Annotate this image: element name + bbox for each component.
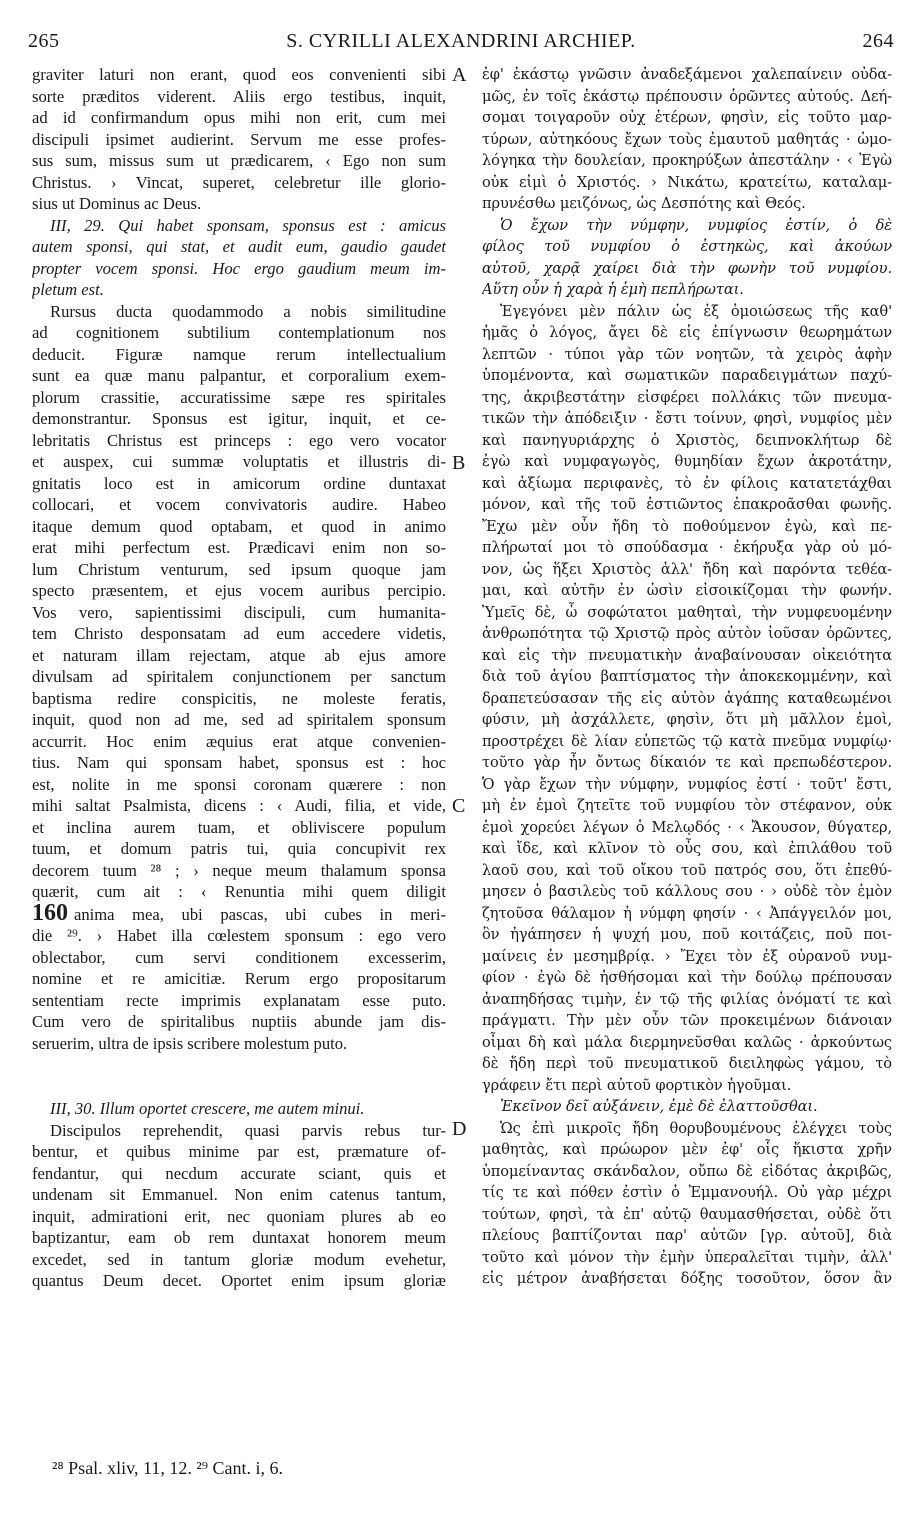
- text-line: ὃν ἠγάπησεν ἡ ψυχή μου, ποῦ κοιτάζεις, ποῦ ποι-: [482, 926, 892, 943]
- verse-line: Αὕτη οὖν ἡ χαρὰ ἡ ἐμὴ πεπλήρωται.: [482, 281, 744, 298]
- verse-line: autem sponsi, qui stat, et audit eum, gaudio gaudet: [32, 237, 446, 256]
- text-line: Ὑμεῖς δὲ, ὦ σοφώτατοι μαθηταὶ, τὴν νυμφευομένην: [482, 603, 892, 621]
- greek-para-2: [482, 301, 892, 1097]
- text-line: πλείους βαπτίζονται παρ' αὐτῶν [γρ. αὐτοῦ], διὰ: [482, 1227, 892, 1244]
- text-line: οἶμαι δὴ καὶ μάλα διερμηνεῦσθαι καλῶς · ἀρκούντως: [482, 1033, 892, 1051]
- text-line: πρυνέσθω μειζόνως, ὡς Δεσπότης καὶ Θεός.: [482, 195, 806, 212]
- text-line: Cum vero de spiritalibus nuptiis abunde jam dis-: [32, 1012, 446, 1031]
- text-line: σομαι τοιγαροῦν οὐχ ἑτέρων, φησὶν, εἰς τοῦτο μαρ-: [482, 109, 892, 126]
- text-line: sorte præditos viderent. Aliis ergo testibus, inquit,: [32, 86, 446, 106]
- text-line: τοῦτο γὰρ ἦν ὄντως δίκαιόν τε καὶ πρεπωδέστερον.: [482, 754, 892, 771]
- text-line: μόνον, καὶ τῆς τοῦ ἑστιῶντος ἐπακροᾶσθαι φωνῆς.: [482, 496, 892, 513]
- margin-letter-b: B: [452, 452, 466, 474]
- text-run: anima mea, ubi pascas, ubi cubes in meri-: [74, 904, 446, 924]
- text-line: ἀνθρωπότητα τῷ Χριστῷ πρὸς αὐτὸν ἰοῦσαν ὁρῶντες,: [482, 625, 892, 642]
- text-line: decorem tuum ²⁸ ; › neque meum thalamum sponsa: [32, 860, 446, 880]
- text-line: sunt ea quæ manu palpantur, et corporalium exem-: [32, 366, 446, 385]
- text-line: divulsam ad spiritalem conjunctionem per sanctum: [32, 667, 446, 686]
- text-line: δὲ ἤδη περὶ τοῦ πνευματικοῦ διειληφὼς γάμου, τὸ: [482, 1055, 892, 1072]
- text-line: inquit, quod non ad me, sed ad spiritalem sponsum: [32, 710, 446, 729]
- text-line: et auspex, cui summæ voluptatis et illustris di-: [32, 452, 446, 471]
- text-line: sus sum, missus sum ut prædicarem, ‹ Ego non sum: [32, 151, 446, 170]
- text-line: quærit, cum ait : ‹ Renuntia mihi quem diligit: [32, 882, 446, 901]
- text-line: καὶ πανηγυριάρχης ὁ Χριστὸς, δειπνοκλήτωρ δὲ: [482, 431, 892, 449]
- text-line: plorum crassitie, accuratissime sæpe res spiritales: [32, 387, 446, 407]
- text-line: ἐγὼ καὶ νυμφαγωγὸς, θυμηδίαν ἔχων ἀκροτάτην,: [482, 453, 892, 470]
- text-line: γράφειν ἔτι περὶ αὐτοῦ φορτικὸν ἡγοῦμαι.: [482, 1076, 792, 1094]
- greek-para-3: [482, 1118, 892, 1290]
- text-line: μαθητὰς, καὶ πρώωρον μὲν ἐφ' οἷς ἥκιστα χρῆν: [482, 1141, 892, 1158]
- text-line: specto præsentem, et ejus vocem auribus percipio.: [32, 581, 446, 600]
- text-line: accurrit. Hoc enim æquius erat atque convenien-: [32, 731, 446, 751]
- text-line: et inclina aurem tuam, et obliviscere populum: [32, 817, 446, 837]
- text-line: tius. Nam qui sponsam habet, sponsus est : hoc: [32, 753, 446, 772]
- text-line: ἐμοὶ χορεύει λέγων ὁ Μελῳδός · ‹ Ἄκουσον, θύγατερ,: [482, 818, 892, 836]
- text-line: ὑπομείναντας σκάνδαλον, οὔπω δὲ εἰδότας ἀκριβῶς,: [482, 1162, 892, 1180]
- text-line: seruerim, ultra de ipsis scribere molestum puto.: [32, 1033, 348, 1053]
- text-line: καὶ εἰς τὴν πνευματικὴν ἀναβαίνουσαν οἰκειότητα: [482, 646, 892, 664]
- text-line: ζητοῦσα θάλαμον ἡ νύμφη φησίν · ‹ Ἀπάγγειλόν μοι,: [482, 904, 892, 922]
- latin-para-2: [32, 301, 446, 1055]
- greek-verse-30: Ἐκεῖνον δεῖ αὐξάνειν, ἐμὲ δὲ ἐλαττοῦσθαι.: [500, 1098, 818, 1115]
- column-number: 160: [32, 902, 68, 925]
- text-line: Discipulos reprehendit, quasi parvis rebus tur-: [50, 1120, 446, 1140]
- text-line: προστρέχει δὲ λίαν εὐπετῶς τῷ κατὰ πνεῦμα νυμφίῳ·: [482, 732, 892, 750]
- text-line: baptisma redire conspicitis, ne moleste feratis,: [32, 688, 446, 708]
- text-line: est, nolite in me sponsi coronam quærere : non: [32, 774, 446, 794]
- text-line: πράγματι. Τὴν μὲν οὖν τῶν προκειμένων διάνοιαν: [482, 1012, 892, 1029]
- greek-verse-29: [482, 215, 892, 301]
- margin-letter-c: C: [452, 795, 466, 817]
- text-line: die ²⁹. › Habet illa cœlestem sponsum : ego vero: [32, 926, 446, 945]
- text-line: τίς τε καὶ πόθεν ἐστὶν ὁ Ἐμμανουήλ. Οὐ γὰρ μέχρι: [482, 1184, 892, 1201]
- text-line: οὐκ εἰμὶ ὁ Χριστός. › Νικάτω, κρατείτω, καταλαμ-: [482, 173, 892, 191]
- verse-line: III, 29. Qui habet sponsam, sponsus est : amicus: [50, 215, 446, 235]
- margin-letter-d: D: [452, 1118, 467, 1140]
- text-line: Ἐγεγόνει μὲν πάλιν ὡς ἐξ ὁμοιώσεως τῆς καθ': [500, 302, 892, 320]
- text-line: collocari, et vocem convivatoris audire. Habeo: [32, 495, 446, 514]
- text-line: inquit, admirationi erit, nec quoniam plures ab eo: [32, 1206, 446, 1226]
- text-line: graviter laturi non erant, quod eos convenienti sibi: [32, 65, 446, 84]
- greek-para-1: [482, 64, 892, 215]
- page-number-left: 265: [28, 30, 60, 52]
- text-line: καὶ ἀξίωμα περιφανὲς, τὸ ἐν φίλοις κατατετάχθαι: [482, 474, 892, 492]
- text-line: Ὡς ἐπὶ μικροῖς ἤδη θορυβουμένους ἐλέγχει τοὺς: [500, 1119, 892, 1137]
- latin-para-3: [32, 1120, 446, 1292]
- verse-line: propter vocem sponsi. Hoc ergo gaudium meum im-: [32, 258, 446, 278]
- latin-para-1: [32, 64, 446, 215]
- text-line: undenam sit Emmanuel. Non enim catenus tantum,: [32, 1185, 446, 1204]
- latin-verse-29: [32, 215, 446, 301]
- text-line: Rursus ducta quodammodo a nobis similitudine: [50, 301, 446, 321]
- text-line: ad id confirmandum opus mihi non erit, cum mei: [32, 108, 446, 127]
- text-line: δραπετεύσασαν τῆς εἰς αὐτὸν ἀγάπης καταθεωμένοι: [482, 689, 892, 707]
- text-line: μαι, καὶ αὐτῆν ἐν ὠσὶν εἰσοικίζομαι τὴν φωνήν.: [482, 582, 892, 599]
- greek-column: [482, 64, 892, 1290]
- text-line: ὑπομένοντα, καὶ σωματικῶν παραδειγμάτων παχύ-: [482, 367, 892, 384]
- text-line: demonstrantur. Sponsus est igitur, inquit, et ce-: [32, 409, 446, 428]
- text-line: καὶ ἴδε, καὶ κλῖνον τὸ οὖς σου, καὶ ἐπιλάθου τοῦ: [482, 840, 892, 857]
- text-line: εἰς μέτρον ἀναβήσεται δόξης τοσοῦτον, ὅσον ἂν: [482, 1270, 892, 1287]
- text-line: Ὁ γὰρ ἔχων τὴν νύμφην, νυμφίος ἐστί · τοῦτ' ἔστι,: [482, 775, 892, 793]
- text-line: sententiam recte imprimis explanatam esse puto.: [32, 990, 446, 1010]
- text-line: νον, ὡς ἥξει Χριστὸς ἀλλ' ἤδη καὶ παρόντα τεθέα-: [482, 560, 892, 578]
- text-line: τικῶν τὴν ἀπόδειξιν · ἔστι τοίνυν, φησὶ, νυμφίος μὲν: [482, 410, 892, 427]
- running-title: S. CYRILLI ALEXANDRINI ARCHIEP.: [286, 30, 636, 52]
- text-line: τοῦτο καὶ μόνον τὴν ἐμὴν ὑπεραλεῖται τιμὴν, ἀλλ': [482, 1248, 892, 1266]
- text-line: Christus. › Vincat, superet, celebretur ille glorio-: [32, 172, 446, 192]
- text-line: deducit. Figuræ namque rerum intellectualium: [32, 344, 446, 364]
- text-line: mihi saltat Psalmista, dicens : ‹ Audi, filia, et vide,: [32, 796, 446, 815]
- text-line: fendantur, qui necdum accurate sciant, quis et: [32, 1163, 446, 1183]
- text-line: itaque demum quod optabam, et quod in animo: [32, 516, 446, 536]
- text-line: bentur, et quibus minime par est, præmature of-: [32, 1142, 446, 1161]
- latin-column: [32, 64, 446, 1292]
- text-line: erat mihi perfectum est. Prædicavi enim non so-: [32, 538, 446, 557]
- text-line-with-column-number: [32, 903, 446, 926]
- footnotes: ²⁸ Psal. xliv, 11, 12. ²⁹ Cant. i, 6.: [52, 1458, 284, 1478]
- verse-line: Ὁ ἔχων τὴν νύμφην, νυμφίος ἐστίν, ὁ δὲ: [500, 216, 892, 234]
- text-line: μαίνεις ἐν μεσημβρίᾳ. › Ἔχει τὸν ἐξ οὐρανοῦ νυμ-: [482, 947, 892, 965]
- text-line: ἡμᾶς ὁ λόγος, ἄγει δὲ εἰς ἐπίγνωσιν θεωρημάτων: [482, 324, 892, 341]
- text-line: φίον · ἐγὼ δὲ ἡσθήσομαι καὶ τὴν δούλῳ πρέπουσαν: [482, 969, 892, 986]
- verse-line: αὐτοῦ, χαρᾷ χαίρει διὰ τὴν φωνὴν τοῦ νυμφίου.: [482, 259, 892, 277]
- text-line: tem Christo desponsatam ad eum accedere videtis,: [32, 624, 446, 643]
- text-line: λεπτῶν · τύποι γὰρ τῶν νοητῶν, τὰ χειρὸς ἁφὴν: [482, 345, 892, 363]
- text-line: μῶς, ἐν τοῖς ἑκάστῳ πρέπουσιν ὁρῶντες αὐτούς. Δεή-: [482, 87, 892, 105]
- text-line: ἐφ' ἑκάστῳ γνῶσιν ἀναδεξάμενοι χαλεπαίνειν οὐδα-: [482, 66, 892, 83]
- text-line: ἀναπηδήσας τιμὴν, ἐν τῷ τῆς φιλίας ὀνόματί τε καὶ: [482, 990, 892, 1008]
- text-line: nomine et re amicitiæ. Rerum ergo propositarum: [32, 969, 446, 988]
- text-line: et naturam illam rejectam, atque ab ejus amore: [32, 645, 446, 665]
- verse-line: φίλος τοῦ νυμφίου ὁ ἑστηκὼς, καὶ ἀκούων: [482, 238, 892, 255]
- text-line: excedet, sed in tantum gloriæ modum evehetur,: [32, 1249, 446, 1269]
- latin-verse-30: III, 30. Illum oportet crescere, me autem minui.: [50, 1099, 365, 1118]
- text-line: ad cognitionem subtilium contemplationum nos: [32, 323, 446, 342]
- text-line: oblectabor, cum servi conditionem excesserim,: [32, 947, 446, 967]
- text-line: baptizantur, eam ob rem duntaxat honorem meum: [32, 1228, 446, 1247]
- text-line: μησεν ὁ βασιλεὺς τοῦ κάλλους σου · › οὐδὲ τὸν ἐμὸν: [482, 883, 892, 900]
- text-line: τύρων, αὐτηκόους ἔχων τοὺς ἐμαυτοῦ μαθητάς · ὡμο-: [482, 130, 892, 148]
- margin-letter-a: A: [452, 64, 467, 86]
- text-line: sius ut Dominus ac Deus.: [32, 194, 202, 213]
- text-line: λαοῦ σου, καὶ τοῦ οἴκου τοῦ πατρός σου, ὅτι ἐπεθύ-: [482, 861, 892, 879]
- page-number-right: 264: [862, 30, 894, 52]
- verse-line: pletum est.: [32, 280, 104, 299]
- text-line: lum Christum venturum, sed ipsum quoque jam: [32, 559, 446, 579]
- text-line: λόγηκα τὴν δουλείαν, προκηρύξων ἀπεστάλην · ‹ Ἐγὼ: [482, 152, 892, 169]
- page-header: [28, 22, 894, 56]
- text-line: Vos vero, sapientissimi discipuli, cum humanita-: [32, 602, 446, 622]
- text-line: πλήρωταί μοι τὸ σπούδασμα · ἐκήρυξα γὰρ οὐ μό-: [482, 539, 892, 556]
- text-line: μὴ ἐν ἐμοὶ ζητεῖτε τοῦ νυμφίου τὸν στέφανον, οὐκ: [482, 797, 892, 814]
- text-line: gnitatis loco est in amicorum ordine duntaxat: [32, 473, 446, 493]
- text-line: τούτων, φησὶ, τὰ ἐπ' αὐτῷ θαυμασθήσεται, οὐδὲ ὅτι: [482, 1205, 892, 1223]
- text-line: lebritatis Christus est princeps : ego vero vocator: [32, 430, 446, 450]
- text-line: quantus Deum decet. Oportet enim ipsum gloriæ: [32, 1271, 446, 1290]
- text-line: tuum, et domum patris tui, quia concupivit rex: [32, 839, 446, 858]
- text-line: discipuli ipsimet audierint. Servum me esse profes-: [32, 129, 446, 149]
- text-line: φύσιν, μὴ ἀσχάλλετε, φησὶν, ὅτι μὴ μᾶλλον ἐμοὶ,: [482, 711, 892, 728]
- text-line: Ἔχω μὲν οὖν ἤδη τὸ ποθούμενον ἐγὼ, καὶ πε-: [482, 517, 892, 535]
- text-line: της, ἀκριβεστάτην εἰσφέρει πολλάκις τῶν πνευμα-: [482, 388, 892, 406]
- text-line: διὰ τοῦ ἁγίου βαπτίσματος τὴν ἀποκεκομμένην, καὶ: [482, 668, 892, 685]
